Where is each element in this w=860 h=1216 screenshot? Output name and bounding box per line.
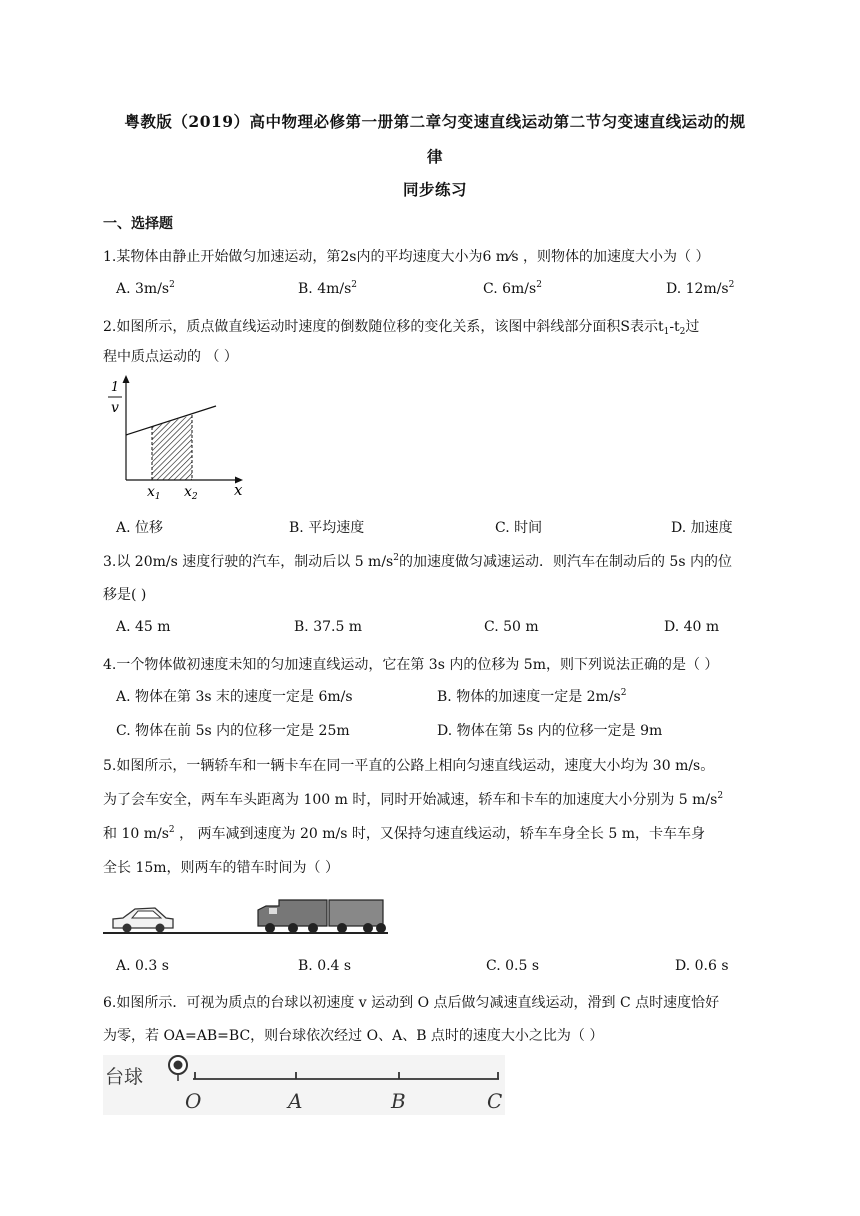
- q2-graph: [103, 375, 253, 505]
- x2-label: $x_2$: [184, 484, 198, 502]
- point-c-label: C: [487, 1089, 503, 1113]
- q4-option-d: D. 物体在第 5s 内的位移一定是 9m: [437, 723, 663, 739]
- q3-option-b: B. 37.5 m: [294, 619, 363, 635]
- q1-option-c: C. $6m/s^2$: [483, 280, 542, 297]
- q5-option-d: D. 0.6 s: [675, 958, 729, 974]
- doc-title-line1: 粤教版（2019）高中物理必修第一册第二章匀变速直线运动第二节匀变速直线运动的规: [124, 112, 746, 131]
- q1-text: 1.某物体由静止开始做匀加速运动，第2s内的平均速度大小为6 m⁄s ，则物体的加速度大小为（ ）: [103, 249, 710, 265]
- doc-title-line2: 律: [426, 147, 443, 166]
- q4-option-b: B. 物体的加速度一定是 $2m/s^2$: [437, 688, 627, 705]
- truck-illustration: [258, 900, 386, 933]
- q1-option-a: A. $3m/s^2$: [116, 280, 175, 297]
- q5-text-line4: 全长 15m，则两车的错车时间为（ ）: [103, 860, 339, 876]
- q3-text-line2: 移是( ): [103, 587, 147, 603]
- q3-option-a: A. 45 m: [116, 619, 171, 635]
- q1-option-b: B. $4m/s^2$: [298, 280, 358, 297]
- point-b-label: B: [391, 1089, 406, 1113]
- q5-option-c: C. 0.5 s: [486, 958, 540, 974]
- y-axis-arrow: [123, 375, 130, 383]
- q3-option-c: C. 50 m: [484, 619, 539, 635]
- doc-subtitle: 同步练习: [402, 180, 467, 199]
- y-axis-label: [108, 380, 122, 416]
- q5-text-line3: 和 10 $m/s^2$ ， 两车减到速度为 20 m/s 时，又保持匀速直线运动，轿车车身全长 5 m，卡车车身: [103, 825, 705, 842]
- section-heading: 一、选择题: [103, 216, 173, 232]
- billiard-ball-label: 台球: [105, 1066, 144, 1088]
- q6-text-line2: 为零，若 OA=AB=BC，则台球依次经过 O、A、B 点时的速度大小之比为（ ）: [103, 1028, 604, 1044]
- q2-option-a: A. 位移: [116, 520, 164, 536]
- svg-text:1: 1: [110, 380, 120, 395]
- q5-text-line2: 为了会车安全，两车车头距离为 100 m 时，同时开始减速，轿车和卡车的加速度大小分别为 5 $m/s^2$: [103, 791, 724, 808]
- q2-text-line2: 程中质点运动的 （ ）: [103, 349, 238, 365]
- x1-label: $x_1$: [147, 484, 161, 502]
- q4-option-c: C. 物体在前 5s 内的位移一定是 25m: [116, 723, 350, 739]
- point-o-label: O: [185, 1089, 202, 1113]
- q1-option-d: D. $12m/s^2$: [666, 280, 735, 297]
- svg-text:v: v: [111, 400, 119, 416]
- q3-text-line1: 3.以 20m/s 速度行驶的汽车，制动后以 5 $m/s^2$的加速度做匀减速运动．则汽车在制动后的 5s 内的位: [103, 553, 732, 570]
- q4-text: 4.一个物体做初速度未知的匀加速直线运动，它在第 3s 内的位移为 5m，则下列说法正确的是（ ）: [103, 657, 719, 673]
- q3-option-d: D. 40 m: [664, 619, 720, 635]
- q5-option-a: A. 0.3 s: [116, 958, 169, 974]
- car-illustration: [113, 908, 173, 933]
- x-axis-label: x: [234, 481, 243, 499]
- q2-option-c: C. 时间: [495, 520, 543, 536]
- q2-option-b: B. 平均速度: [289, 520, 365, 536]
- point-a-label: A: [288, 1089, 303, 1113]
- q5-road-figure: [103, 888, 388, 938]
- q4-option-a: A. 物体在第 3s 末的速度一定是 6m/s: [116, 689, 353, 705]
- q2-option-d: D. 加速度: [671, 520, 733, 536]
- q5-text-line1: 5.如图所示，一辆轿车和一辆卡车在同一平直的公路上相向匀速直线运动，速度大小均为 30 m/s。: [103, 758, 715, 774]
- q6-billiard-figure: [103, 1053, 505, 1118]
- q6-text-line1: 6.如图所示．可视为质点的台球以初速度 v 运动到 O 点后做匀减速直线运动，滑到 C 点时速度恰好: [103, 995, 720, 1011]
- q2-text-line1: 2.如图所示，质点做直线运动时速度的倒数随位移的变化关系，该图中斜线部分面积S表示$t_1-t_2$过: [103, 319, 700, 337]
- q5-option-b: B. 0.4 s: [298, 958, 352, 974]
